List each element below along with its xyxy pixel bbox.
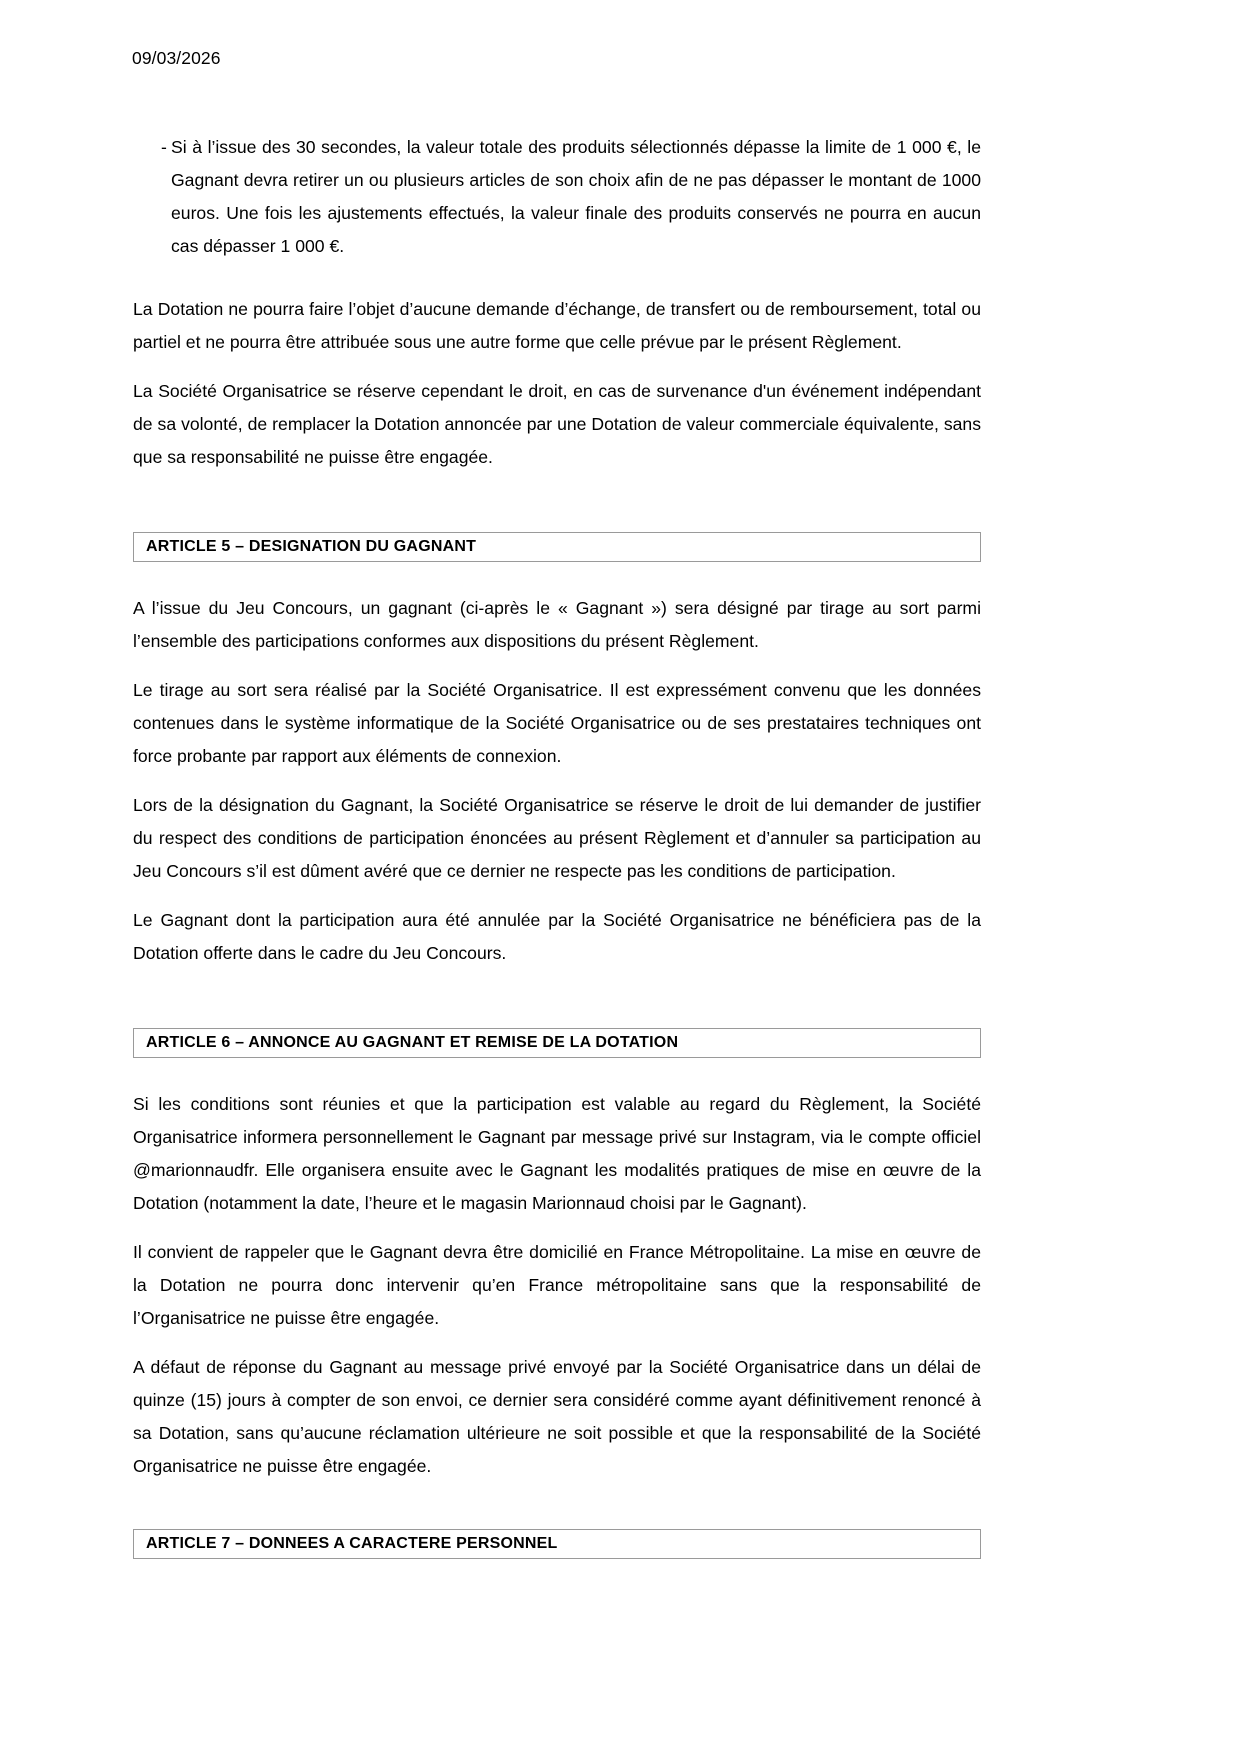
paragraph-article5-2: Le tirage au sort sera réalisé par la Société Organisatrice. Il est expressément convenu que les données contenues dans le système informatique de la Société Organisatrice ou de ses prestataires techniques ont force probante par rapport aux éléments de connexion. (133, 680, 981, 766)
paragraph-article5-1: A l’issue du Jeu Concours, un gagnant (ci-après le « Gagnant ») sera désigné par tirage au sort parmi l’ensemble des participations conformes aux dispositions du présent Règlement. (133, 598, 981, 651)
article-7-heading (133, 1529, 981, 1559)
spacer (133, 1220, 981, 1236)
document-body (133, 69, 981, 1559)
bullet-item-text: Si à l’issue des 30 secondes, la valeur totale des produits sélectionnés dépasse la limite de 1 000 €, le Gagnant devra retirer un ou plusieurs articles de son choix afin de ne pas dépasser le montant de 1000 euros. Une fois les ajustements effectués, la valeur finale des produits conservés ne pourra en aucun cas dépasser 1 000 €. (171, 137, 981, 256)
spacer (133, 359, 981, 375)
spacer (133, 1335, 981, 1351)
article-7-heading-label: ARTICLE 7 – DONNEES A CARACTERE PERSONNEL (146, 1535, 558, 1552)
paragraph-article5-3: Lors de la désignation du Gagnant, la Société Organisatrice se réserve le droit de lui demander de justifier du respect des conditions de participation énoncées au présent Règlement et d’annuler sa participation au Jeu Concours s’il est dûment avéré que ce dernier ne respecte pas les conditions de participation. (133, 795, 981, 881)
spacer (133, 773, 981, 789)
paragraph-article5-4: Le Gagnant dont la participation aura été annulée par la Société Organisatrice ne bénéficiera pas de la Dotation offerte dans le cadre du Jeu Concours. (133, 910, 981, 963)
article-5-heading (133, 532, 981, 562)
spacer (133, 474, 981, 532)
spacer (133, 1058, 981, 1088)
article-5-heading-label: ARTICLE 5 – DESIGNATION DU GAGNANT (146, 538, 477, 555)
bullet-marker: - (161, 137, 167, 157)
spacer (133, 888, 981, 904)
spacer (133, 69, 981, 131)
spacer (133, 1483, 981, 1529)
spacer (133, 263, 981, 293)
spacer (133, 658, 981, 674)
page-header-date: 09/03/2026 (132, 48, 221, 68)
paragraph-dotation-echange: La Dotation ne pourra faire l’objet d’aucune demande d’échange, de transfert ou de remboursement, total ou partiel et ne pourra être attribuée sous une autre forme que celle prévue par le présent Règlement. (133, 299, 981, 352)
paragraph-article6-3: A défaut de réponse du Gagnant au message privé envoyé par la Société Organisatrice dans un délai de quinze (15) jours à compter de son envoi, ce dernier sera considéré comme ayant définitivement renoncé à sa Dotation, sans qu’aucune réclamation ultérieure ne soit possible et que la responsabilité de la Société Organisatrice ne puisse être engagée. (133, 1357, 981, 1476)
paragraph-societe-organisatrice-remplacement: La Société Organisatrice se réserve cependant le droit, en cas de survenance d'un événement indépendant de sa volonté, de remplacer la Dotation annoncée par une Dotation de valeur commerciale équivalente, sans que sa responsabilité ne puisse être engagée. (133, 381, 981, 467)
paragraph-article6-2: Il convient de rappeler que le Gagnant devra être domicilié en France Métropolitaine. La mise en œuvre de la Dotation ne pourra donc intervenir qu’en France métropolitaine sans que la responsabilité de l’Organisatrice ne puisse être engagée. (133, 1242, 981, 1328)
spacer (133, 970, 981, 1028)
article-6-heading-label: ARTICLE 6 – ANNONCE AU GAGNANT ET REMISE DE LA DOTATION (146, 1034, 679, 1051)
paragraph-article6-1: Si les conditions sont réunies et que la participation est valable au regard du Règlement, la Société Organisatrice informera personnellement le Gagnant par message privé sur Instagram, via le compte officiel @marionnaudfr. Elle organisera ensuite avec le Gagnant les modalités pratiques de mise en œuvre de la Dotation (notamment la date, l’heure et le magasin Marionnaud choisi par le Gagnant). (133, 1094, 981, 1213)
bullet-list-item (133, 131, 981, 263)
spacer (133, 562, 981, 592)
article-6-heading (133, 1028, 981, 1058)
